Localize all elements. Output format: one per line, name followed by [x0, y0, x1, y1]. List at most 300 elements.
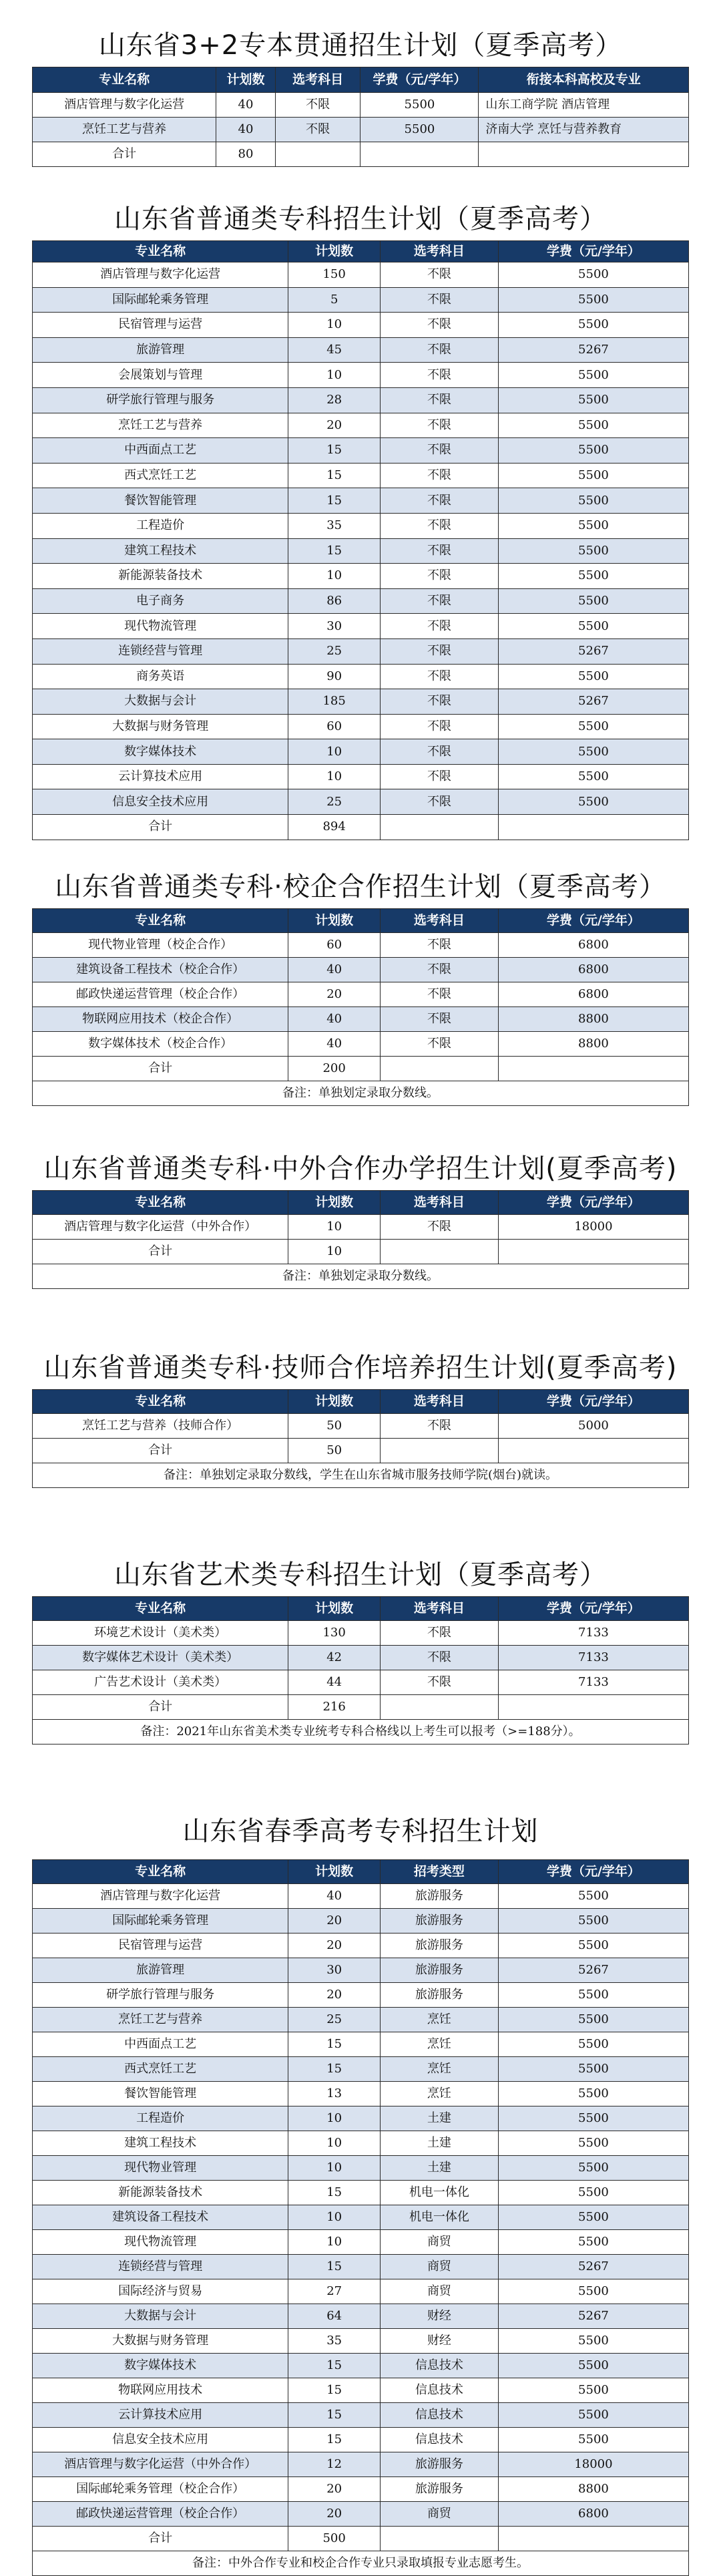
total-label: 合计: [33, 1240, 288, 1264]
major-name-cell: 旅游管理: [33, 337, 288, 363]
major-name-cell: 建筑设备工程技术（校企合作）: [33, 958, 288, 982]
note-row: [33, 1081, 689, 1106]
table-row: [33, 2008, 689, 2032]
data-cell: 15: [288, 2255, 381, 2279]
major-name-cell: 酒店管理与数字化运营（中外合作）: [33, 1215, 288, 1240]
data-cell: 不限: [380, 614, 498, 639]
data-cell: 35: [288, 513, 381, 538]
column-header: 学费（元/学年）: [498, 1597, 688, 1621]
data-cell: 5500: [498, 363, 688, 388]
data-cell: 5267: [498, 337, 688, 363]
table-row: [33, 1670, 689, 1695]
data-cell: 不限: [380, 1414, 498, 1439]
data-cell: 20: [288, 1934, 381, 1958]
data-cell: 20: [288, 2477, 381, 2502]
data-cell: 5267: [498, 2304, 688, 2329]
table-row: [33, 1909, 689, 1934]
table-row: [33, 638, 689, 664]
data-cell: 15: [288, 2354, 381, 2378]
table-row: [33, 513, 689, 538]
data-cell: 8800: [498, 1032, 688, 1057]
data-cell: 6800: [498, 933, 688, 958]
major-name-cell: 酒店管理与数字化运营: [33, 262, 288, 288]
total-row: [33, 2527, 689, 2551]
major-name-cell: 邮政快递运营管理（校企合作）: [33, 982, 288, 1007]
data-cell: 5500: [498, 2156, 688, 2181]
section-title: 山东省普通类专科·技师合作培养招生计划(夏季高考): [43, 1352, 678, 1383]
data-cell: 5500: [360, 93, 479, 118]
table-body: [33, 67, 689, 167]
major-name-cell: 大数据与会计: [33, 689, 288, 715]
column-header: 选考科目: [275, 67, 360, 93]
major-name-cell: 酒店管理与数字化运营（中外合作）: [33, 2452, 288, 2477]
data-cell: 5500: [498, 413, 688, 438]
table-row: [33, 1032, 689, 1057]
data-cell: 5500: [498, 2032, 688, 2057]
section-title: 山东省普通类专科招生计划（夏季高考）: [114, 204, 607, 234]
table-row: [33, 1414, 689, 1439]
total-value: 80: [216, 142, 275, 167]
data-cell: 5500: [498, 2057, 688, 2082]
plan-table: [32, 908, 689, 1106]
data-cell: 5: [288, 287, 381, 313]
major-name-cell: 酒店管理与数字化运营: [33, 1884, 288, 1909]
data-cell: 5500: [498, 2131, 688, 2156]
empty-cell: [360, 142, 479, 167]
table-row: [33, 2082, 689, 2106]
plan-table: [32, 1190, 689, 1289]
table-row: [33, 463, 689, 488]
column-header: 学费（元/学年）: [498, 1191, 688, 1215]
data-cell: 旅游服务: [380, 1983, 498, 2008]
data-cell: 5500: [498, 262, 688, 288]
major-name-cell: 新能源装备技术: [33, 2181, 288, 2205]
data-cell: 不限: [380, 638, 498, 664]
data-cell: 财经: [380, 2329, 498, 2354]
data-cell: 土建: [380, 2156, 498, 2181]
data-cell: 60: [288, 933, 381, 958]
major-name-cell: 餐饮智能管理: [33, 2082, 288, 2106]
table-row: [33, 2230, 689, 2255]
total-label: 合计: [33, 1057, 288, 1081]
column-header: 学费（元/学年）: [498, 241, 688, 262]
table-row: [33, 714, 689, 739]
data-cell: 土建: [380, 2131, 498, 2156]
table-row: [33, 2156, 689, 2181]
data-cell: 不限: [275, 93, 360, 118]
major-name-cell: 广告艺术设计（美术类）: [33, 1670, 288, 1695]
data-cell: 5500: [498, 2181, 688, 2205]
total-row: [33, 1439, 689, 1463]
data-cell: 5000: [498, 1414, 688, 1439]
section-title: 山东省普通类专科·校企合作招生计划（夏季高考）: [55, 872, 666, 902]
total-row: [33, 1695, 689, 1720]
major-name-cell: 民宿管理与运营: [33, 313, 288, 338]
table-row: [33, 2304, 689, 2329]
data-cell: 15: [288, 463, 381, 488]
data-cell: 5500: [498, 1934, 688, 1958]
table-row: [33, 739, 689, 765]
major-name-cell: 大数据与财务管理: [33, 714, 288, 739]
data-cell: 18000: [498, 1215, 688, 1240]
data-cell: 5500: [498, 614, 688, 639]
data-cell: 7133: [498, 1646, 688, 1670]
data-cell: 5500: [498, 1983, 688, 2008]
data-cell: 不限: [380, 933, 498, 958]
data-cell: 烹饪: [380, 2082, 498, 2106]
data-cell: 5500: [498, 2329, 688, 2354]
data-cell: 150: [288, 262, 381, 288]
data-cell: 机电一体化: [380, 2205, 498, 2230]
column-header: 专业名称: [33, 1860, 288, 1884]
table-row: [33, 933, 689, 958]
data-cell: 20: [288, 982, 381, 1007]
major-name-cell: 研学旅行管理与服务: [33, 1983, 288, 2008]
data-cell: 旅游服务: [380, 1958, 498, 1983]
table-row: [33, 1884, 689, 1909]
data-cell: 5500: [498, 2205, 688, 2230]
table-body: [33, 1191, 689, 1289]
data-cell: 旅游服务: [380, 1884, 498, 1909]
data-cell: 15: [288, 2378, 381, 2403]
data-cell: 不限: [380, 337, 498, 363]
column-header: 专业名称: [33, 1390, 288, 1414]
data-cell: 40: [216, 118, 275, 142]
major-name-cell: 烹饪工艺与营养: [33, 118, 216, 142]
data-cell: 185: [288, 689, 381, 715]
data-cell: 5500: [360, 118, 479, 142]
section-title: 山东省春季高考专科招生计划: [182, 1816, 539, 1847]
data-cell: 5500: [498, 2354, 688, 2378]
data-cell: 旅游服务: [380, 1909, 498, 1934]
table-body: [33, 241, 689, 840]
header-row: [33, 67, 689, 93]
data-cell: 5500: [498, 564, 688, 589]
table-row: [33, 2255, 689, 2279]
data-cell: 10: [288, 2230, 381, 2255]
data-cell: 8800: [498, 1007, 688, 1032]
empty-cell: [498, 1695, 688, 1720]
data-cell: 商贸: [380, 2502, 498, 2527]
major-name-cell: 现代物业管理: [33, 2156, 288, 2181]
table-row: [33, 2378, 689, 2403]
major-name-cell: 物联网应用技术: [33, 2378, 288, 2403]
data-cell: 5500: [498, 2378, 688, 2403]
data-cell: 90: [288, 664, 381, 689]
column-header: 计划数: [288, 241, 381, 262]
data-cell: 5500: [498, 739, 688, 765]
column-header: 计划数: [288, 1390, 381, 1414]
column-header: 计划数: [288, 1597, 381, 1621]
major-name-cell: 现代物流管理: [33, 614, 288, 639]
data-cell: 不限: [275, 118, 360, 142]
data-cell: 5500: [498, 789, 688, 815]
data-cell: 5500: [498, 2279, 688, 2304]
column-header: 选考科目: [380, 1191, 498, 1215]
empty-cell: [498, 815, 688, 840]
data-cell: 27: [288, 2279, 381, 2304]
data-cell: 5500: [498, 714, 688, 739]
data-cell: 不限: [380, 513, 498, 538]
plan-table: [32, 1596, 689, 1744]
data-cell: 山东工商学院 酒店管理: [479, 93, 689, 118]
data-cell: 不限: [380, 262, 498, 288]
column-header: 计划数: [288, 909, 381, 933]
empty-cell: [498, 2527, 688, 2551]
section-technician: [32, 1349, 689, 1488]
total-label: 合计: [33, 815, 288, 840]
data-cell: 5500: [498, 488, 688, 514]
data-cell: 40: [288, 958, 381, 982]
data-cell: 不限: [380, 387, 498, 413]
data-cell: 5267: [498, 638, 688, 664]
data-cell: 5500: [498, 2230, 688, 2255]
section-title: 山东省普通类专科·中外合作办学招生计划(夏季高考): [43, 1153, 678, 1184]
data-cell: 不限: [380, 958, 498, 982]
data-cell: 5500: [498, 2008, 688, 2032]
data-cell: 5500: [498, 588, 688, 614]
major-name-cell: 数字媒体艺术设计（美术类）: [33, 1646, 288, 1670]
major-name-cell: 民宿管理与运营: [33, 1934, 288, 1958]
major-name-cell: 烹饪工艺与营养（技师合作）: [33, 1414, 288, 1439]
major-name-cell: 研学旅行管理与服务: [33, 387, 288, 413]
data-cell: 10: [288, 739, 381, 765]
table-row: [33, 1646, 689, 1670]
data-cell: 5500: [498, 438, 688, 464]
table-row: [33, 438, 689, 464]
major-name-cell: 信息安全技术应用: [33, 789, 288, 815]
table-row: [33, 538, 689, 564]
note-row: [33, 2551, 689, 2576]
major-name-cell: 信息安全技术应用: [33, 2428, 288, 2452]
major-name-cell: 西式烹饪工艺: [33, 463, 288, 488]
major-name-cell: 西式烹饪工艺: [33, 2057, 288, 2082]
data-cell: 130: [288, 1621, 381, 1646]
column-header: 学费（元/学年）: [498, 1860, 688, 1884]
data-cell: 旅游服务: [380, 1934, 498, 1958]
table-row: [33, 2032, 689, 2057]
table-row: [33, 958, 689, 982]
data-cell: 不限: [380, 588, 498, 614]
data-cell: 5500: [498, 2403, 688, 2428]
table-body: [33, 909, 689, 1106]
plan-table: [32, 67, 689, 167]
data-cell: 信息技术: [380, 2403, 498, 2428]
table-row: [33, 789, 689, 815]
table-row: [33, 2502, 689, 2527]
column-header: 选考科目: [380, 909, 498, 933]
data-cell: 20: [288, 1909, 381, 1934]
table-row: [33, 1215, 689, 1240]
data-cell: 20: [288, 413, 381, 438]
total-label: 合计: [33, 1439, 288, 1463]
data-cell: 财经: [380, 2304, 498, 2329]
table-row: [33, 118, 689, 142]
table-row: [33, 2452, 689, 2477]
header-row: [33, 909, 689, 933]
data-cell: 不限: [380, 564, 498, 589]
total-value: 200: [288, 1057, 381, 1081]
empty-cell: [498, 1240, 688, 1264]
section-spring: [32, 1813, 689, 2576]
table-row: [33, 93, 689, 118]
column-header: 选考科目: [380, 1597, 498, 1621]
data-cell: 86: [288, 588, 381, 614]
table-row: [33, 413, 689, 438]
data-cell: 5500: [498, 664, 688, 689]
total-label: 合计: [33, 142, 216, 167]
table-row: [33, 313, 689, 338]
total-value: 50: [288, 1439, 381, 1463]
table-row: [33, 614, 689, 639]
data-cell: 6800: [498, 2502, 688, 2527]
data-cell: 5500: [498, 2106, 688, 2131]
plan-table: [32, 240, 689, 840]
major-name-cell: 建筑工程技术: [33, 538, 288, 564]
data-cell: 10: [288, 363, 381, 388]
data-cell: 不限: [380, 714, 498, 739]
data-cell: 60: [288, 714, 381, 739]
data-cell: 不限: [380, 764, 498, 789]
table-row: [33, 2057, 689, 2082]
major-name-cell: 工程造价: [33, 2106, 288, 2131]
major-name-cell: 会展策划与管理: [33, 363, 288, 388]
table-row: [33, 588, 689, 614]
table-row: [33, 1621, 689, 1646]
data-cell: 64: [288, 2304, 381, 2329]
data-cell: 45: [288, 337, 381, 363]
column-header: 专业名称: [33, 1597, 288, 1621]
data-cell: 28: [288, 387, 381, 413]
major-name-cell: 中西面点工艺: [33, 438, 288, 464]
total-value: 216: [288, 1695, 381, 1720]
column-header: 计划数: [216, 67, 275, 93]
table-row: [33, 387, 689, 413]
table-body: [33, 1860, 689, 2576]
data-cell: 商贸: [380, 2279, 498, 2304]
data-cell: 不限: [380, 1670, 498, 1695]
total-label: 合计: [33, 2527, 288, 2551]
data-cell: 信息技术: [380, 2378, 498, 2403]
data-cell: 土建: [380, 2106, 498, 2131]
column-header: 计划数: [288, 1860, 381, 1884]
data-cell: 不限: [380, 789, 498, 815]
data-cell: 7133: [498, 1621, 688, 1646]
section-school-enterprise: [32, 868, 689, 1106]
table-row: [33, 337, 689, 363]
empty-cell: [498, 1439, 688, 1463]
table-row: [33, 488, 689, 514]
total-value: 894: [288, 815, 381, 840]
total-value: 10: [288, 1240, 381, 1264]
major-name-cell: 商务英语: [33, 664, 288, 689]
table-body: [33, 1390, 689, 1488]
data-cell: 烹饪: [380, 2032, 498, 2057]
data-cell: 烹饪: [380, 2057, 498, 2082]
data-cell: 15: [288, 2181, 381, 2205]
data-cell: 不限: [380, 413, 498, 438]
table-row: [33, 2279, 689, 2304]
table-row: [33, 689, 689, 715]
data-cell: 不限: [380, 689, 498, 715]
table-row: [33, 287, 689, 313]
major-name-cell: 现代物流管理: [33, 2230, 288, 2255]
data-cell: 5267: [498, 689, 688, 715]
data-cell: 不限: [380, 1646, 498, 1670]
total-row: [33, 1057, 689, 1081]
data-cell: 不限: [380, 438, 498, 464]
data-cell: 不限: [380, 1621, 498, 1646]
total-value: 500: [288, 2527, 381, 2551]
section-title: 山东省艺术类专科招生计划（夏季高考）: [114, 1559, 607, 1590]
data-cell: 10: [288, 2106, 381, 2131]
data-cell: 42: [288, 1646, 381, 1670]
data-cell: 30: [288, 1958, 381, 1983]
table-row: [33, 363, 689, 388]
major-name-cell: 数字媒体技术: [33, 739, 288, 765]
major-name-cell: 环境艺术设计（美术类）: [33, 1621, 288, 1646]
data-cell: 35: [288, 2329, 381, 2354]
data-cell: 15: [288, 2057, 381, 2082]
data-cell: 10: [288, 764, 381, 789]
data-cell: 旅游服务: [380, 2452, 498, 2477]
major-name-cell: 烹饪工艺与营养: [33, 413, 288, 438]
data-cell: 5500: [498, 2082, 688, 2106]
major-name-cell: 邮政快递运营管理（校企合作）: [33, 2502, 288, 2527]
data-cell: 18000: [498, 2452, 688, 2477]
table-row: [33, 764, 689, 789]
column-header: 选考科目: [380, 241, 498, 262]
major-name-cell: 新能源装备技术: [33, 564, 288, 589]
data-cell: 不限: [380, 664, 498, 689]
empty-cell: [380, 1695, 498, 1720]
header-row: [33, 1390, 689, 1414]
data-cell: 商贸: [380, 2255, 498, 2279]
major-name-cell: 电子商务: [33, 588, 288, 614]
data-cell: 44: [288, 1670, 381, 1695]
column-header: 专业名称: [33, 67, 216, 93]
data-cell: 5500: [498, 463, 688, 488]
empty-cell: [479, 142, 689, 167]
section-sino-foreign: [32, 1150, 689, 1289]
column-header: 招考类型: [380, 1860, 498, 1884]
data-cell: 20: [288, 1983, 381, 2008]
data-cell: 40: [216, 93, 275, 118]
plan-table: [32, 1389, 689, 1488]
data-cell: 烹饪: [380, 2008, 498, 2032]
data-cell: 5500: [498, 1909, 688, 1934]
major-name-cell: 连锁经营与管理: [33, 638, 288, 664]
major-name-cell: 酒店管理与数字化运营: [33, 93, 216, 118]
major-name-cell: 数字媒体技术（校企合作）: [33, 1032, 288, 1057]
data-cell: 5500: [498, 1884, 688, 1909]
data-cell: 不限: [380, 363, 498, 388]
data-cell: 机电一体化: [380, 2181, 498, 2205]
section-3plus2: [32, 27, 689, 167]
table-row: [33, 982, 689, 1007]
data-cell: 5500: [498, 287, 688, 313]
table-row: [33, 1934, 689, 1958]
table-row: [33, 1007, 689, 1032]
table-row: [33, 2354, 689, 2378]
data-cell: 济南大学 烹饪与营养教育: [479, 118, 689, 142]
major-name-cell: 大数据与财务管理: [33, 2329, 288, 2354]
data-cell: 15: [288, 2428, 381, 2452]
data-cell: 25: [288, 789, 381, 815]
table-row: [33, 2205, 689, 2230]
column-header: 专业名称: [33, 1191, 288, 1215]
header-row: [33, 241, 689, 262]
